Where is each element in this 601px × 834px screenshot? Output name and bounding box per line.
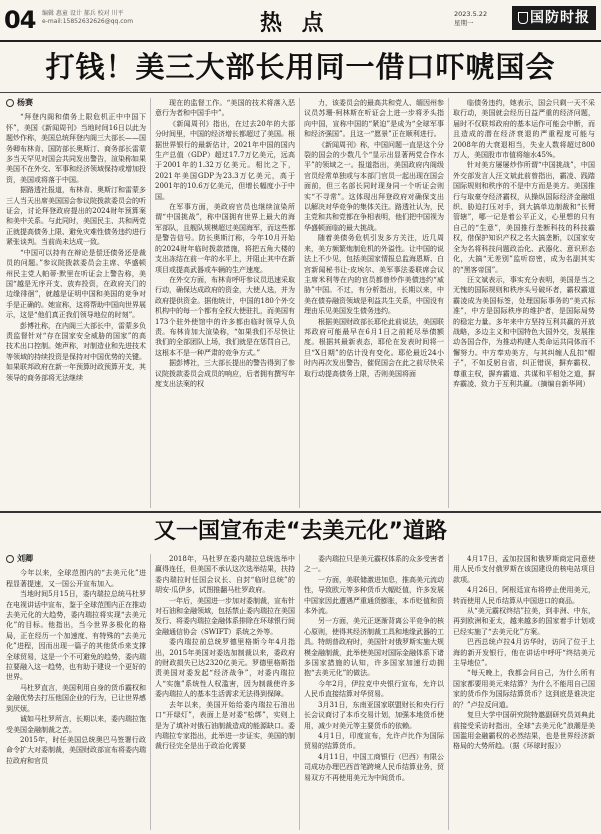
author-name: 杨赛 — [17, 98, 33, 107]
paragraph: 委内瑞拉只是美元霸权体系的众多受害者之一。 — [304, 555, 444, 574]
paragraph: 复旦大学中国研究院特邀副研究员刘典此前接受采访时指出，全球“去美元化”浪潮是美国滥用金融霸权的必然结果，也是世界经济新格局的大势所趋。（据《环球时报》） — [453, 711, 595, 751]
author-name: 刘卿 — [17, 554, 33, 563]
editors-info — [42, 10, 182, 26]
column-divider — [448, 554, 449, 830]
article1-column-2 — [155, 98, 295, 508]
paragraph: 2018年，马杜罗在委内瑞拉总统选举中赢得连任，但美国不承认这次选举结果，扶持委内瑞拉时任国会议长、自封“临时总统”的胡安·瓜伊多，试图推翻马杜罗政府。 — [155, 555, 295, 595]
article1-column-3 — [304, 98, 444, 508]
column-divider — [150, 98, 151, 508]
paragraph: 2015年，时任美国总统奥巴马签署行政命令扩大对委制裁，美国财政部宣布将委内瑞拉政府和官员 — [6, 735, 146, 765]
issue-date: 2023.5.22 — [454, 10, 488, 18]
masthead — [0, 0, 601, 42]
article1-column-1 — [6, 98, 146, 508]
paragraph: 4月17日，孟加拉国和俄罗斯商定同意使用人民币支付俄罗斯在该国建设的核电站项目款项。 — [453, 555, 595, 584]
paragraph: 针对美方屡屡炒作所谓“中国挑战”，中国外交部发言人汪文斌此前曾指出，霸凌、践踏国际规则和秩序的不是中方而是美方。美国推行与取豪夺经济霸权，从操纵国际经济金融组织、胁迫打压对手，到大搞单边制裁和“长臂管辖”，哪一记是着公平正义，心里想的只有自己的“生意”，美国推行垄断科技的科技霸权，借保护知识产权之名大搞垄断，以国家安全为名将科技问题政治化、武器化、意识形态化，大搞“无差别”监听窃密，成为名副其实的“黑客帝国”。 — [453, 161, 595, 274]
paragraph: 彭博社称，在内阁三大部长中，雷蒙多负责监督针对“存在国家安全威胁的国家”的高技术出口控制。她声称，对制造业和先进技术等领域的持续投资是保持对中国优势的关键。如果联邦政府在新一年预算时政预算开支，其领导的商务部将无法继续 — [6, 321, 146, 382]
column-divider — [448, 98, 449, 508]
article2-column-2 — [155, 554, 295, 830]
paragraph: 马杜罗直言，美国利用自身的货币霸权和金融优势去打压他国企业的行为，已让世界感到厌烦。 — [6, 683, 146, 713]
article2-byline — [6, 554, 146, 564]
paragraph: 据路透社报道，布林肯、奥斯汀和雷蒙多三人当天出席美国国会参议院拨款委员会的听证会，讨论拜登政府提出的2024财年预算案和美中关系。与此同时，美国民主、共和两党正就提高债务上限、避免灾难性债务违约进行紧张谈判。当前尚未达成一致。 — [6, 186, 146, 247]
paragraph: 《新闻周刊》称，中国问题一直是这个分裂的国会的少数几个“显示出显著两党合作水平”的领域之一。报道指出，美国政府内阁级官员经常单独或与本部门官员一起出现在国会面前，但三名部长同时现身同一个听证会则实“不寻常”。这体现出拜登政府对确保支出以解决对华竞争的集体关注。路透社认为，民主党和共和党都在争相表明，他们把中国视为华盛顿面临的最大挑战。 — [304, 140, 444, 232]
paragraph: 3月31日，东南亚国家联盟财长和央行行长会议商讨了本币交易计划，加强本地货币使用，减少对美元等主要货币的依赖。 — [304, 700, 444, 730]
column-divider — [299, 554, 300, 830]
article1-byline — [6, 98, 146, 108]
column-divider — [299, 98, 300, 508]
paragraph: 从“美元霸权终结”拉美，到非洲、中东，再到欧洲和亚太，越来越多的国家着手计划或已经实施了“去美元化”方案。 — [453, 607, 595, 636]
paragraph: 诚如马杜罗所言，长期以来，委内瑞拉饱受美国金融制裁之苦。 — [6, 715, 146, 734]
paragraph: 现在的监督工作。“美国的技术将落入恶意行为者和中国手中”。 — [155, 99, 295, 118]
paragraph: 一年后，美国进一步加对委制裁，宣布针对石油和金融领域，包括禁止委内瑞拉在美国发行、将委内瑞拉金融体系排除在环球银行间金融通信协会（SWIFT）系统之外等。 — [155, 596, 295, 636]
article2-column-1 — [6, 554, 146, 830]
paragraph: 在军事方面，美政府官员也继续渲染所谓“中国挑战”，称中国拥有世界上最大的海军部队，且舰队规模超过美国海军，而这些都是警告信号。防长奥斯汀称，今年10月开始的2024财年临时拨款措施，将把五角大楼的支出冻结在前一年的水平上，并阻止其中在新项目或提高武器或车辆的生产速度。 — [155, 203, 295, 274]
paragraph: 在外交方面，布林肯呼吁参议员迅速采取行动，确保达成政府的资金，大使人选，并为政府提供资金。据他统计，中国的180个外交机构中的每一个都有全权大使驻扎，而美国有173个驻外使馆中的许多都由临时领导人负责。布林肯加大渲染称，“如果我们不尽快让我们的全部团队上场，我们就是在惩罚自己，这根本不是一种严肃的竞争方式。” — [155, 275, 295, 357]
paragraph: 一方面，美联储激进加息，推高美元流动性，导致欧元等多种货币大幅贬值，许多发展中国家因此遭遇严重通货膨胀，本币贬值和资本外流。 — [304, 575, 444, 616]
column-divider — [150, 554, 151, 830]
article2-headline: 又一国宣布走“去美元化”道路 — [154, 519, 447, 544]
paragraph: 临债务违约，她表示，国会只剩一天不采取行动，美国就会经历日益严重的经济问题，届时不仅联邦政府的基本运作可能会中断，而且造成的潜在经济衰退的严重程度可能与2008年的大衰退相当，失业人数将超过800万人，美国股市市值将缩水45%。 — [453, 99, 595, 160]
paragraph: 今年以来，全球范围内的“去美元化”进程显著提速，又一国公开宣布加入。 — [6, 569, 146, 588]
article2-column-4 — [453, 554, 595, 830]
page-number: 04 — [4, 6, 36, 34]
author-pin-icon — [6, 555, 14, 563]
paragraph: 汪文斌表示，事实充分表明，美国是当之无愧的国际规则和秩序头号破坏者，霸权霸道霸凌成为美国标签，处理国际事务的“美式标准”，中方是国际秩序的维护者，是国际局势的稳定力量。多年来中方坚持互利共赢的开放战略，多边主义和中国特色大国外交，发展推动各国合作，为推动构建人类命运共同体而不懈努力。中方奉劝美方，与其纠缠人乱扣“帽子”，不如反躬自省，纠正错误，摒弃霸权、尊重主权，摒弃霸道、共谋和平相处之道，摒弃霸凌、致力于互利共赢。（摘编自新华网） — [453, 275, 595, 388]
paragraph: 去年以来，美国开始给委内瑞拉石油出口“开绿灯”，表面上是对委“松绑”，实则上是为了填补对俄石油制裁造成的能源缺口。委内瑞拉专家指出，此举进一步证实，美国的制裁行径完全是出于政治化需要 — [155, 700, 295, 751]
paragraph: 委内瑞拉前总统罗德里格斯今年4月指出，2015年美国对委选加制裁以来，委政府的财政损失已达2320亿美元。罗德里格斯指责美国对委发起“经济战争”，对委内瑞拉人“实施”系统性人权滥害，因为制裁使许多委内瑞拉人的基本生活需求无法得到保障。 — [155, 638, 295, 699]
paragraph: 4月11日，中国工商银行（巴西）有限公司成功办理巴西首笔跨境人民币结算业务，贸易双方不再使用美元为中间货币。 — [304, 752, 444, 782]
paragraph: 《新闻周刊》指出，在过去20年的大部分时间里，中国的经济增长都超过了美国。根据世界银行的最新估计，2021年中国的国内生产总值（GDP）超过17.7万亿美元，远高于2001年的1.32万亿美元。相比之下，2021年美国GDP为23.3万亿美元，高于2001年的10.6万亿美元，但增长幅度小于中国。 — [155, 119, 295, 201]
author-pin-icon — [6, 99, 14, 107]
paragraph: “中国可以持有在辩论是偿还债务还是裁员的问题。”参议院拨款委员会主席、华盛顿州民主党人帕蒂·默里在听证会上警告称，美国“越是无序开支、放弃投资，在政府关门的边缘徘徊”，就越是证明中国和美国的竞争对手是正确的。她宣称，这将帮助中国向世界展示，这是“他们真正我们领导地位的时刻”。 — [6, 248, 146, 320]
paragraph: “每天晚上，我都会问自己，为什么所有国家都要用美元来结算？为什么不能用自己国家的货币作为国际结算货币？这到底是谁决定的？”卢拉反问道。 — [453, 669, 595, 709]
paragraph: 巴西总统卢拉4月访华时，访问了位于上海的新开发银行，他在讲话中呼吁“终结美元主导地位”。 — [453, 638, 595, 668]
paragraph: 4月1日，印度宣布，允许卢比作为国际贸易的结算货币。 — [304, 731, 444, 751]
paragraph: 另一方面，美元正逐渐背离公平竞争的核心原则，使得其经济制裁工具和地缘武器的工具。特朗普政府时，美国针对俄罗斯实施大规模金融制裁，此举使美国对国际金融体系下诸多国家措施的认知，许多国家加速行动拥抱“去美元化”的做法。 — [304, 617, 444, 678]
paragraph: 根据美国财政部长耶伦此前说法，美国联邦政府可能最早在6月1日之前耗尽举债额度。根据其最新表态，耶伦在发表时间将一旦“X日期”的估计没有变化。耶伦最近24小时内再次发出警告，催促国会在此之前尽快采取行动提高债务上限，否则美国将面 — [304, 317, 444, 378]
issue-date-block — [454, 10, 510, 28]
article1-column-4 — [453, 98, 595, 508]
editors-line: 编辑 惠童 设计 郝兵 校对 川平 — [42, 10, 124, 17]
shield-icon — [518, 12, 528, 24]
divider — [0, 92, 601, 93]
paragraph: 随着美债务危机引发多方关注，近几周来，美方频繁炮制危机的外溢性。让中国的说法上不少见，包括美国家情报总监海恩斯、白宫新闻秘书让-皮埃尔、美军事法委联席会议主席米利等在内的官员都曾炒作美债违约“威胁”中国。不过，有分析指出，长期以来，中美在债券融资领域是利益共生关系，中国没有理由乐见美国发生债务违约。 — [304, 234, 444, 316]
paragraph: 当地时间5月15日，委内瑞拉总统马杜罗在电视讲话中宣布，鉴于全球范围内正在推动去美元化的大趋势，委内瑞拉将实现“去美元化”的目标。他指出，当今世界多极化的格局，正在经历一个加速度、有特殊的“去美元化”进程，因而出现一篇子的其他货币来支撑全球贸易，这是一个不可避免的趋势，委内瑞拉要融入这一趋势，也有助于建设一个更好的世界。 — [6, 590, 146, 682]
section-title: 热 点 — [260, 11, 330, 36]
article2-column-3 — [304, 554, 444, 830]
paragraph: 今年2月，伊拉克中央银行宣布，允许以人民币直接结算对华贸易。 — [304, 679, 444, 699]
paragraph: 据彭博社，三大部长提出的警告得到了参议院拨款委员会成员的响应，后者拥有撰写年度支出法案的权 — [155, 359, 295, 388]
issue-weekday: 星期一 — [454, 19, 474, 27]
logo-text: 国防时报 — [530, 10, 590, 26]
paragraph: 力，该委员会的最高共和党人、缅因州参议员苏珊·柯林斯在听证会上进一步将矛头指向中国，宣称中国的“紧迫”是成为“全球军事和经济强国”。且这一“愿景”正在顺利进行。 — [304, 99, 444, 139]
newspaper-logo — [512, 6, 596, 30]
editor-email: e-mail:15852632626@qq.com — [42, 18, 134, 25]
paragraph: 4月26日，阿根廷宣布将停止使用美元，转而使用人民币结算从中国进口的商品。 — [453, 586, 595, 605]
paragraph: “拜登内阁和债务上限危机正中中国下怀”，美国《新闻周刊》当地时间16日以此为题炒作称，美国总统拜登内阁三大部长——国务卿布林肯、国防部长奥斯汀、商务部长雷蒙多当天罕见对国会共同发出警告，渲染称如果美国不在外交、军事和经济领域保持或增加投资，美国或将落于中国。 — [6, 113, 146, 184]
article1-headline: 打钱！美三大部长用同一借口吓唬国会 — [45, 50, 556, 84]
